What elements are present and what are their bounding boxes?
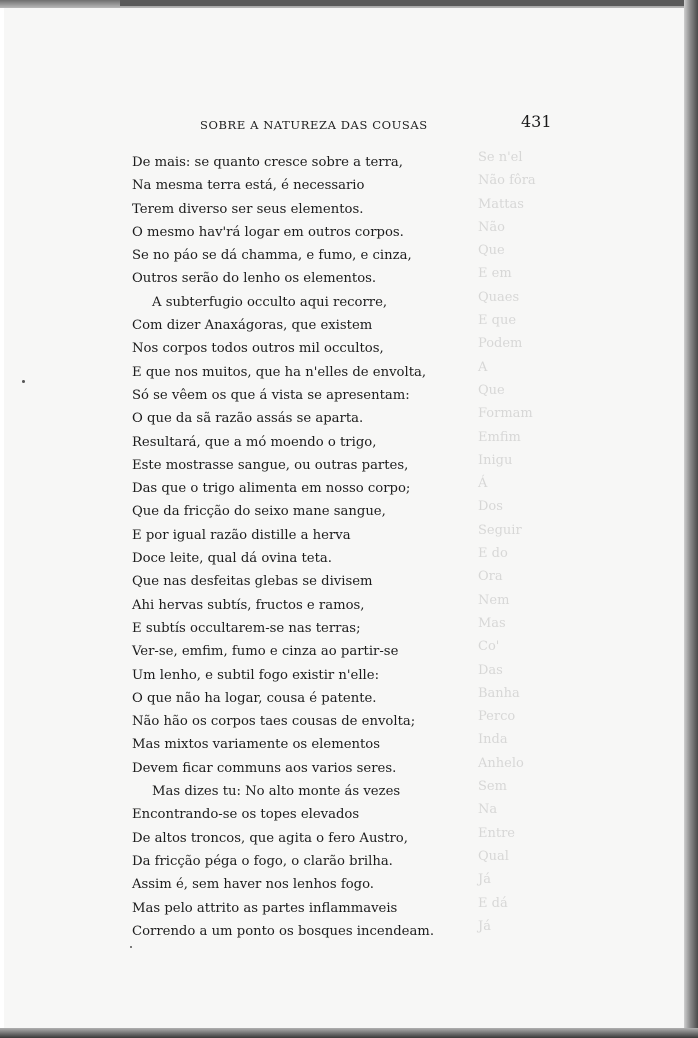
show-through-line: Co' — [478, 639, 500, 655]
book-page — [4, 8, 684, 1028]
show-through-line: Que — [478, 382, 505, 398]
show-through-line: Quaes — [478, 289, 520, 305]
verse-line: De altos troncos, que agita o fero Austro, — [132, 830, 408, 846]
verse-line: Que nas desfeitas glebas se divisem — [132, 574, 373, 590]
show-through-line: Entre — [478, 825, 515, 841]
ink-speck — [130, 946, 132, 948]
verse-line: Que da fricção do seixo mane sangue, — [132, 504, 386, 520]
show-through-line: Qual — [478, 848, 509, 864]
page-header — [4, 106, 684, 136]
show-through-line: Perco — [478, 709, 516, 725]
scan-bottom-edge — [0, 1028, 698, 1038]
verse-line: A subterfugio occulto aqui recorre, — [152, 294, 388, 310]
show-through-line: Ora — [478, 569, 503, 585]
scan-right-edge — [684, 0, 698, 1038]
verse-line: Um lenho, e subtil fogo existir n'elle: — [132, 667, 380, 683]
show-through-line: Das — [478, 662, 503, 678]
show-through-line: E em — [478, 266, 512, 282]
verse-line: E por igual razão distille a herva — [132, 527, 351, 543]
verse-line: E subtís occultarem-se nas terras; — [132, 620, 361, 636]
verse-line: Mas pelo attrito as partes inflammaveis — [132, 900, 398, 916]
show-through-line: Seguir — [478, 522, 522, 538]
verse-line: Mas mixtos variamente os elementos — [132, 737, 381, 753]
show-through-line: Mas — [478, 615, 506, 631]
verse-line: Não hão os corpos taes cousas de envolta; — [132, 714, 416, 730]
show-through-line: E do — [478, 546, 508, 562]
verse-line: Resultará, que a mó moendo o trigo, — [132, 434, 377, 450]
show-through-line: Inigu — [478, 452, 513, 468]
verse-line: Correndo a um ponto os bosques incendeam. — [132, 923, 435, 939]
verse-line: Terem diverso ser seus elementos. — [132, 201, 364, 217]
show-through-line: Na — [478, 802, 498, 818]
page-number: 431 — [521, 112, 552, 131]
verse-line: Doce leite, qual dá ovina teta. — [132, 551, 332, 567]
running-head: SOBRE A NATUREZA DAS COUSAS — [200, 118, 428, 132]
verse-line: Devem ficar communs aos varios seres. — [132, 760, 397, 776]
show-through-line: Sem — [478, 779, 507, 795]
show-through-line: Nem — [478, 592, 510, 608]
show-through-line: E dá — [478, 895, 508, 911]
scan-top-shadow — [120, 0, 698, 6]
verse-line: Se no páo se dá chamma, e fumo, e cinza, — [132, 248, 412, 264]
show-through-line: Inda — [478, 732, 508, 748]
show-through-line: E que — [478, 313, 517, 329]
verse-line: Ahi hervas subtís, fructos e ramos, — [132, 597, 365, 613]
verse-line: De mais: se quanto cresce sobre a terra, — [132, 155, 403, 170]
show-through-line: Emfim — [478, 429, 521, 445]
verse-line: Nos corpos todos outros mil occultos, — [132, 341, 384, 357]
show-through-line: Anhelo — [478, 755, 524, 771]
verse-line: Só se vêem os que á vista se apresentam: — [132, 387, 410, 403]
verse-block — [132, 151, 434, 943]
show-through-line: Podem — [478, 336, 523, 352]
show-through-line: Já — [478, 918, 491, 934]
show-through-text — [478, 146, 536, 938]
show-through-line: Não — [478, 219, 505, 235]
verse-line: O mesmo hav'rá logar em outros corpos. — [132, 224, 404, 240]
show-through-line: Já — [478, 872, 491, 888]
show-through-line: Dos — [478, 499, 503, 515]
verse-line: Outros serão do lenho os elementos. — [132, 271, 377, 287]
show-through-line: Que — [478, 243, 505, 259]
show-through-line: Mattas — [478, 196, 524, 212]
show-through-line: A — [478, 359, 488, 375]
verse-line: Das que o trigo alimenta em nosso corpo; — [132, 481, 411, 497]
show-through-line: Formam — [478, 406, 533, 422]
verse-line: Na mesma terra está, é necessario — [132, 178, 365, 194]
verse-line: Mas dizes tu: No alto monte ás vezes — [152, 784, 401, 800]
verse-line: Da fricção péga o fogo, o clarão brilha. — [132, 853, 393, 869]
verse-line: Com dizer Anaxágoras, que existem — [132, 318, 373, 334]
show-through-line: Não fôra — [478, 173, 536, 189]
verse-line: E que nos muitos, que ha n'elles de envolta, — [132, 364, 427, 380]
verse-line: O que não ha logar, cousa é patente. — [132, 690, 377, 706]
verse-line: Ver-se, emfim, fumo e cinza ao partir-se — [132, 644, 399, 660]
verse-line: Este mostrasse sangue, ou outras partes, — [132, 457, 409, 473]
verse-line: Encontrando-se os topes elevados — [132, 807, 360, 823]
show-through-line: Se n'el — [478, 150, 523, 165]
show-through-line: Á — [478, 476, 488, 492]
show-through-line: Banha — [478, 685, 520, 701]
verse-line: O que da sã razão assás se aparta. — [132, 411, 364, 427]
ink-speck — [22, 380, 25, 383]
verse-line: Assim é, sem haver nos lenhos fogo. — [132, 877, 374, 893]
